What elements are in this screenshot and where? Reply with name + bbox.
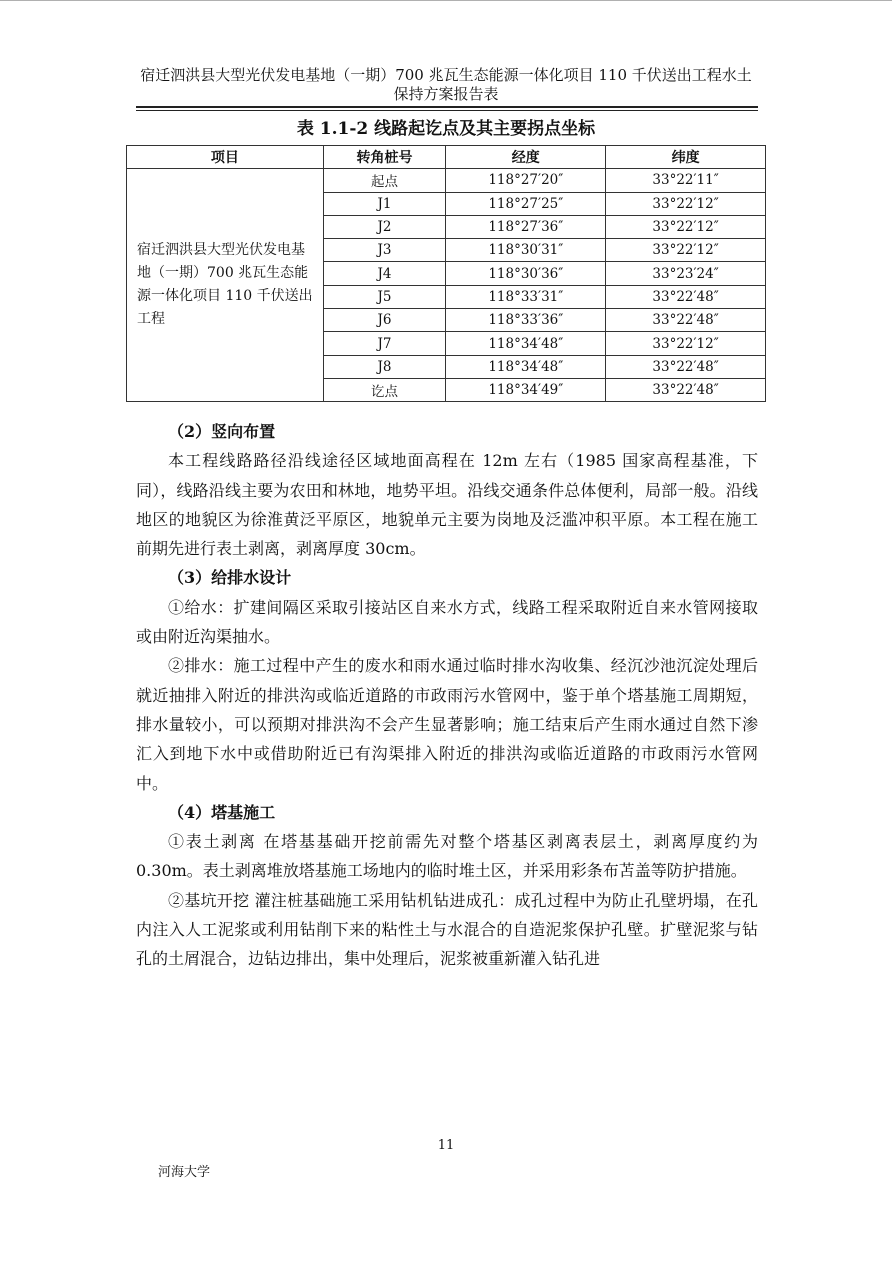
header-rule-thin — [136, 110, 758, 111]
paragraph-topsoil-stripping: ①表土剥离 在塔基基础开挖前需先对整个塔基区剥离表层土，剥离厚度约为 0.30m。表土剥离堆放塔基施工场地内的临时堆土区，并采用彩条布苫盖等防护措施。 — [136, 832, 758, 881]
point-cell: J7 — [323, 332, 446, 355]
header-title-line1: 宿迁泗洪县大型光伏发电基地（一期）700 兆瓦生态能源一体化项目 110 千伏送出工程水土 — [140, 66, 752, 84]
latitude-cell: 33°22′12″ — [606, 192, 766, 215]
point-cell: J4 — [323, 262, 446, 285]
latitude-cell: 33°22′48″ — [606, 378, 766, 401]
point-cell: 起点 — [323, 169, 446, 192]
table-caption: 表 1.1-2 线路起讫点及其主要拐点坐标 — [296, 119, 596, 139]
table-row — [127, 169, 766, 192]
latitude-cell: 33°22′48″ — [606, 285, 766, 308]
header-rule-thick — [136, 106, 758, 108]
project-name-cell: 宿迁泗洪县大型光伏发电基地（一期）700 兆瓦生态能源一体化项目 110 千伏送出工程 — [127, 169, 324, 402]
header-title-line2: 保持方案报告表 — [393, 85, 499, 103]
section-heading-tower-construction: （4）塔基施工 — [168, 802, 276, 822]
longitude-cell: 118°30′36″ — [446, 262, 606, 285]
header-point: 转角桩号 — [323, 146, 446, 169]
page-footer: 河海大学 — [158, 1165, 211, 1180]
longitude-cell: 118°33′31″ — [446, 285, 606, 308]
latitude-cell: 33°22′11″ — [606, 169, 766, 192]
point-cell: J5 — [323, 285, 446, 308]
header-longitude: 经度 — [446, 146, 606, 169]
latitude-cell: 33°22′48″ — [606, 355, 766, 378]
page-top-border — [0, 0, 892, 1]
section-heading-water-design: （3）给排水设计 — [168, 568, 292, 588]
longitude-cell: 118°34′48″ — [446, 332, 606, 355]
longitude-cell: 118°34′49″ — [446, 378, 606, 401]
coordinates-table — [126, 145, 766, 402]
header-project: 项目 — [127, 146, 324, 169]
latitude-cell: 33°22′12″ — [606, 215, 766, 238]
latitude-cell: 33°22′48″ — [606, 309, 766, 332]
page-header — [120, 66, 772, 104]
section-heading-vertical-layout: （2）竖向布置 — [168, 422, 276, 441]
latitude-cell: 33°23′24″ — [606, 262, 766, 285]
point-cell: J8 — [323, 355, 446, 378]
page-number: 11 — [437, 1138, 455, 1153]
header-latitude: 纬度 — [606, 146, 766, 169]
latitude-cell: 33°22′12″ — [606, 239, 766, 262]
point-cell: J2 — [323, 215, 446, 238]
table-header-row — [127, 146, 766, 169]
paragraph-drainage: ②排水：施工过程中产生的废水和雨水通过临时排水沟收集、经沉沙池沉淀处理后就近抽排入附近的排洪沟或临近道路的市政雨污水管网中，鉴于单个塔基施工周期短，排水量较小，可以预期对排洪沟不会产生显著影响；施工结束后产生雨水通过自然下渗汇入到地下水中或借助附近已有沟渠排入附近的排洪沟或临近道路的市政雨污水管网中。 — [136, 656, 758, 793]
longitude-cell: 118°34′48″ — [446, 355, 606, 378]
point-cell: J6 — [323, 309, 446, 332]
point-cell: J3 — [323, 239, 446, 262]
paragraph-foundation-excavation: ②基坑开挖 灌注桩基础施工采用钻机钻进成孔：成孔过程中为防止孔壁坍塌，在孔内注入人工泥浆或利用钻削下来的粘性土与水混合的自造泥浆保护孔壁。扩壁泥浆与钻孔的土屑混合，边钻边排出，集中处理后，泥浆被重新灌入钻孔进 — [136, 890, 758, 969]
longitude-cell: 118°33′36″ — [446, 309, 606, 332]
paragraph-water-supply: ①给水：扩建间隔区采取引接站区自来水方式，线路工程采取附近自来水管网接取或由附近沟渠抽水。 — [136, 597, 758, 647]
point-cell: J1 — [323, 192, 446, 215]
paragraph-vertical-layout: 本工程线路路径沿线途径区域地面高程在 12m 左右（1985 国家高程基准，下同），线路沿线主要为农田和林地，地势平坦。沿线交通条件总体便利，局部一般。沿线地区的地貌区为徐淮黄泛平原区，地貌单元主要为岗地及泛滥冲积平原。本工程在施工前期先进行表土剥离，剥离厚度 30cm。 — [136, 451, 758, 559]
latitude-cell: 33°22′12″ — [606, 332, 766, 355]
longitude-cell: 118°27′36″ — [446, 215, 606, 238]
longitude-cell: 118°30′31″ — [446, 239, 606, 262]
body-text — [136, 417, 758, 974]
longitude-cell: 118°27′25″ — [446, 192, 606, 215]
point-cell: 讫点 — [323, 378, 446, 401]
longitude-cell: 118°27′20″ — [446, 169, 606, 192]
